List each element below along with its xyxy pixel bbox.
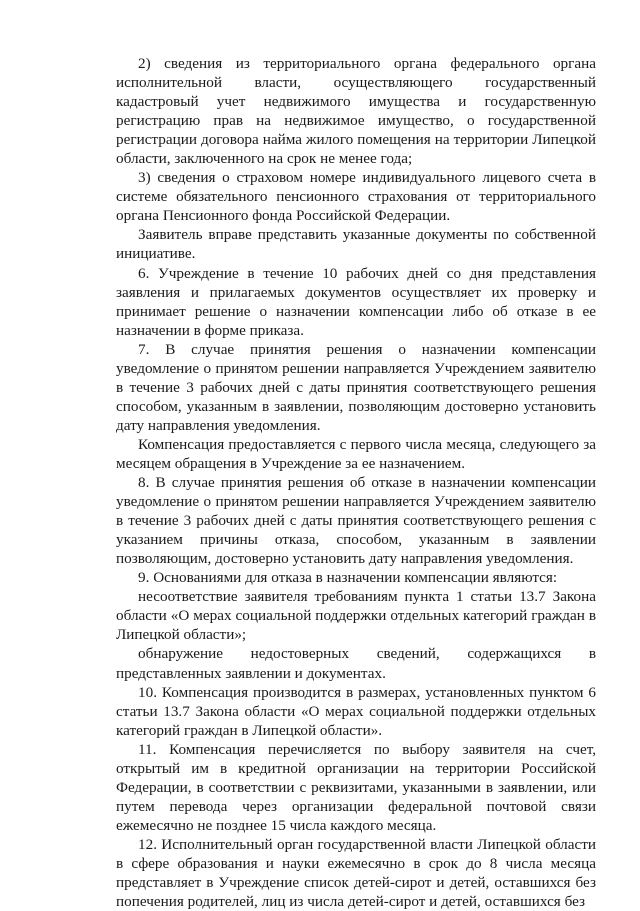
paragraph-item-2: 2) сведения из территориального органа федерального органа исполнительной власти, осуществляющего государственный кадастровый учет недвижимого имущества и государственную регистрацию прав на недвижимое имущество, о государственной регистрации договора найма жилого помещения на территории Липецкой области, заключенного на срок не менее года; xyxy=(116,55,596,168)
paragraph-clause-11: 11. Компенсация перечисляется по выбору заявителя на счет, открытый им в кредитной организации на территории Российской Федерации, в соответствии с реквизитами, указанными в заявлении, или путем перевода через организации федеральной почтовой связи ежемесячно не позднее 15 числа каждого месяца. xyxy=(116,740,596,834)
paragraph-clause-7: 7. В случае принятия решения о назначении компенсации уведомление о принятом решении направляется Учреждением заявителю в течение 3 рабочих дней с даты принятия соответствующего решения способом, указанным в заявлении, позволяющим достоверно установить дату направления уведомления. xyxy=(116,340,596,434)
paragraph-item-3: 3) сведения о страховом номере индивидуального лицевого счета в системе обязательного пенсионного страхования от территориального органа Пенсионного фонда Российской Федерации. xyxy=(116,169,596,225)
paragraph-applicant-right: Заявитель вправе представить указанные документы по собственной инициативе. xyxy=(116,226,596,263)
paragraph-clause-9: 9. Основаниями для отказа в назначении компенсации являются: xyxy=(138,569,558,587)
paragraph-clause-12: 12. Исполнительный орган государственной власти Липецкой области в сфере образования и науки ежемесячно в срок до 8 числа месяца представляет в Учреждение список детей-сирот и детей, оставшихся без попечения родителей, лиц из числа детей-сирот и детей, оставшихся без xyxy=(116,835,596,911)
paragraph-clause-6: 6. Учреждение в течение 10 рабочих дней со дня представления заявления и прилагаемых документов осуществляет их проверку и принимает решение о назначении компенсации либо об отказе в ее назначении в форме приказа. xyxy=(116,264,596,339)
document-page xyxy=(116,54,596,911)
paragraph-refusal-ground-2: обнаружение недостоверных сведений, содержащихся в представленных заявлении и документах. xyxy=(116,645,596,682)
paragraph-clause-8: 8. В случае принятия решения об отказе в назначении компенсации уведомление о принятом решении направляется Учреждением заявителю в течение 3 рабочих дней с даты принятия соответствующего решения с указанием причины отказа, способом, указанным в заявлении позволяющим, достоверно установить дату направления уведомления. xyxy=(116,474,596,568)
paragraph-compensation-start: Компенсация предоставляется с первого числа месяца, следующего за месяцем обращения в Учреждение за ее назначением. xyxy=(116,435,596,472)
paragraph-clause-10: 10. Компенсация производится в размерах, установленных пунктом 6 статьи 13.7 Закона области «О мерах социальной поддержки отдельных категорий граждан в Липецкой области». xyxy=(116,683,596,739)
paragraph-refusal-ground-1: несоответствие заявителя требованиям пункта 1 статьи 13.7 Закона области «О мерах социальной поддержки отдельных категорий граждан в Липецкой области»; xyxy=(116,588,596,644)
